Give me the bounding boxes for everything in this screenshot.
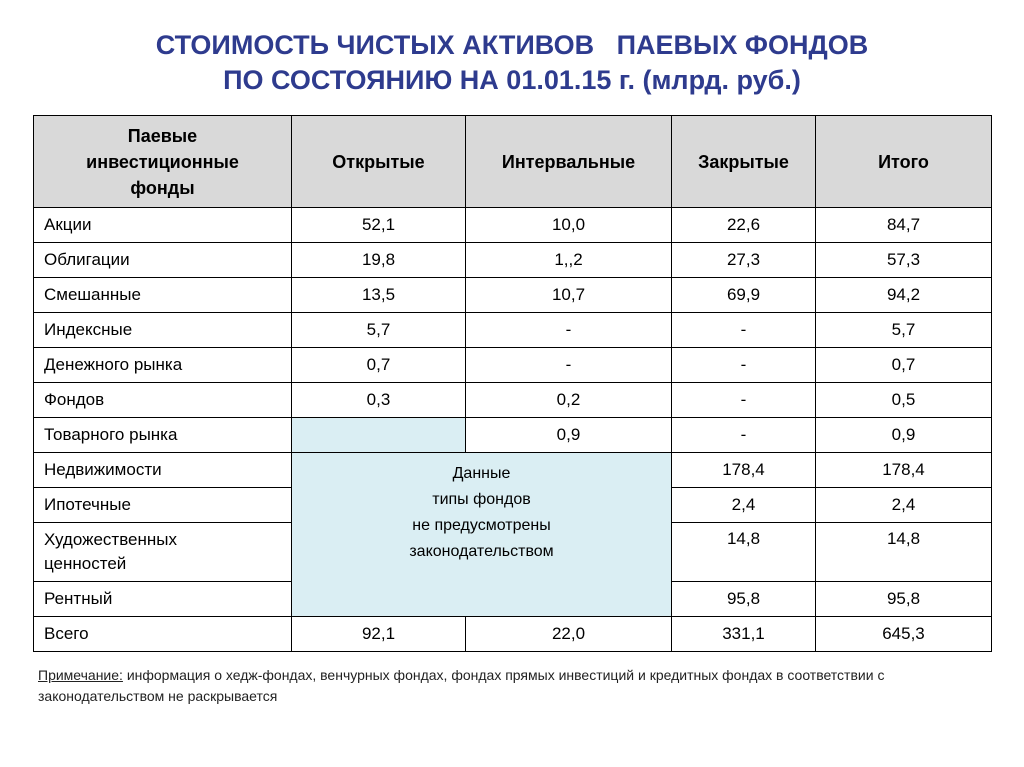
cell-total: 0,7 [816, 348, 992, 383]
cell-closed: 2,4 [672, 488, 816, 523]
cell-total: 5,7 [816, 313, 992, 348]
cell-total: 645,3 [816, 617, 992, 652]
row-name: Всего [34, 617, 292, 652]
row-name: Рентный [34, 582, 292, 617]
cell-closed: - [672, 383, 816, 418]
cell-open: 52,1 [292, 208, 466, 243]
cell-closed: 95,8 [672, 582, 816, 617]
cell-total: 0,5 [816, 383, 992, 418]
row-name: Художественных ценностей [34, 523, 292, 582]
row-name: Фондов [34, 383, 292, 418]
cell-closed: 69,9 [672, 278, 816, 313]
header-closed: Закрытые [672, 116, 816, 208]
cell-open-not-applicable [292, 418, 466, 453]
cell-interval: 0,9 [466, 418, 672, 453]
table-row [34, 243, 992, 278]
cell-open: 0,3 [292, 383, 466, 418]
row-name: Недвижимости [34, 453, 292, 488]
table-row [34, 278, 992, 313]
header-total: Итого [816, 116, 992, 208]
not-applicable-note: Данные типы фондов не предусмотрены законодательством [292, 453, 672, 617]
header-open: Открытые [292, 116, 466, 208]
row-name: Ипотечные [34, 488, 292, 523]
cell-interval: 1,,2 [466, 243, 672, 278]
table-row [34, 348, 992, 383]
row-name: Смешанные [34, 278, 292, 313]
cell-closed: 331,1 [672, 617, 816, 652]
funds-table [33, 115, 992, 652]
cell-interval: - [466, 348, 672, 383]
cell-closed: 22,6 [672, 208, 816, 243]
table-row [34, 418, 992, 453]
row-name: Индексные [34, 313, 292, 348]
cell-total: 94,2 [816, 278, 992, 313]
title-line-1: СТОИМОСТЬ ЧИСТЫХ АКТИВОВ ПАЕВЫХ ФОНДОВ [155, 30, 869, 60]
cell-total: 57,3 [816, 243, 992, 278]
cell-total: 14,8 [816, 523, 992, 582]
cell-closed: - [672, 313, 816, 348]
table-row [34, 208, 992, 243]
cell-closed: 178,4 [672, 453, 816, 488]
table-row [34, 313, 992, 348]
table-header-row [34, 116, 992, 208]
table-row [34, 383, 992, 418]
table-row [34, 453, 992, 488]
cell-interval: - [466, 313, 672, 348]
cell-closed: - [672, 348, 816, 383]
cell-interval: 10,7 [466, 278, 672, 313]
cell-interval: 0,2 [466, 383, 672, 418]
cell-interval: 22,0 [466, 617, 672, 652]
cell-open: 19,8 [292, 243, 466, 278]
footnote [38, 665, 988, 707]
footnote-text: информация о хедж-фондах, венчурных фондах, фондах прямых инвестиций и кредитных фондах в соответствии с законодательством не раскрывается [38, 667, 885, 704]
header-fund-type: Паевые инвестиционные фонды [34, 116, 292, 208]
header-interval: Интервальные [466, 116, 672, 208]
cell-open: 5,7 [292, 313, 466, 348]
cell-open: 13,5 [292, 278, 466, 313]
cell-total: 178,4 [816, 453, 992, 488]
cell-open: 0,7 [292, 348, 466, 383]
cell-interval: 10,0 [466, 208, 672, 243]
row-name: Облигации [34, 243, 292, 278]
row-name: Денежного рынка [34, 348, 292, 383]
table-row-total [34, 617, 992, 652]
cell-closed: 27,3 [672, 243, 816, 278]
footnote-label: Примечание: [38, 667, 123, 683]
cell-open: 92,1 [292, 617, 466, 652]
cell-closed: 14,8 [672, 523, 816, 582]
title-line-2: ПО СОСТОЯНИЮ НА 01.01.15 г. (млрд. руб.) [223, 65, 801, 95]
cell-closed: - [672, 418, 816, 453]
cell-total: 2,4 [816, 488, 992, 523]
cell-total: 0,9 [816, 418, 992, 453]
cell-total: 95,8 [816, 582, 992, 617]
row-name: Товарного рынка [34, 418, 292, 453]
row-name: Акции [34, 208, 292, 243]
page-title [0, 28, 1024, 98]
cell-total: 84,7 [816, 208, 992, 243]
